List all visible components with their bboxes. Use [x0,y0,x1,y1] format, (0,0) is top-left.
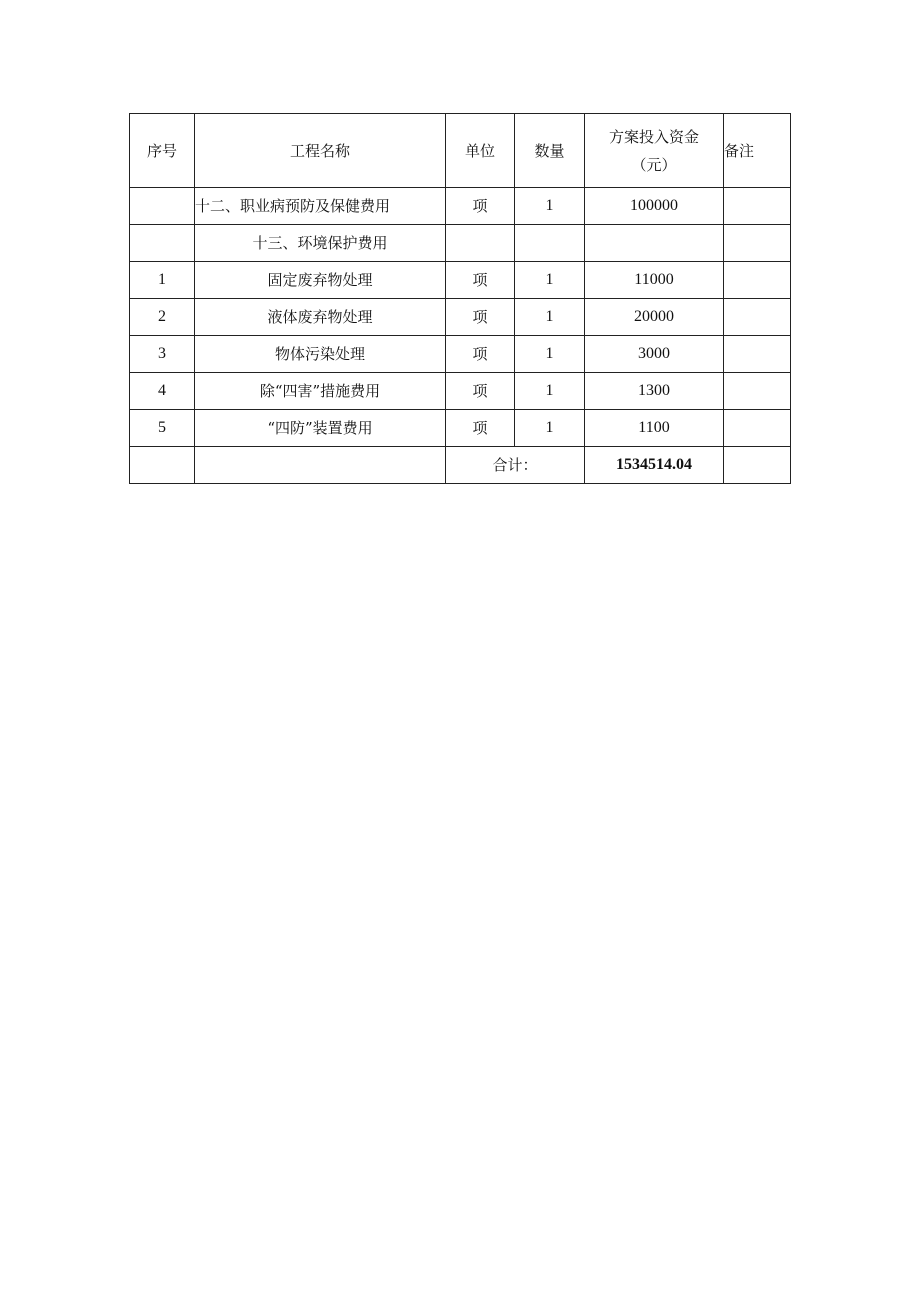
row-qty: 1 [515,336,585,373]
table-row [130,336,791,373]
row-name: 固定废弃物处理 [195,262,446,299]
row-name: “四防”装置费用 [195,410,446,447]
row-fund: 1100 [585,410,724,447]
total-seq-cell [130,447,195,484]
row-name: 物体污染处理 [195,336,446,373]
total-row [130,447,791,484]
header-fund [585,114,724,188]
header-qty: 数量 [515,114,585,188]
header-unit: 单位 [446,114,515,188]
total-label: 合计： [446,447,585,484]
row-seq: 3 [130,336,195,373]
row-seq: 4 [130,373,195,410]
row-unit: 项 [446,410,515,447]
table-row [130,262,791,299]
table-row [130,299,791,336]
row-note [724,410,791,447]
row-note [724,373,791,410]
investment-table [129,113,791,484]
row-seq: 5 [130,410,195,447]
table-row [130,410,791,447]
header-name: 工程名称 [195,114,446,188]
row-seq: 2 [130,299,195,336]
total-note-cell [724,447,791,484]
table-row [130,225,791,262]
header-row [130,114,791,188]
row-qty: 1 [515,262,585,299]
total-value: 1534514.04 [585,447,724,484]
row-unit: 项 [446,299,515,336]
row-qty: 1 [515,299,585,336]
row-fund: 3000 [585,336,724,373]
row-qty: 1 [515,373,585,410]
row-qty [515,225,585,262]
row-name: 十二、职业病预防及保健费用 [195,188,446,225]
row-fund [585,225,724,262]
row-name: 液体废弃物处理 [195,299,446,336]
row-unit: 项 [446,262,515,299]
row-name: 十三、环境保护费用 [195,225,446,262]
row-fund: 20000 [585,299,724,336]
row-note [724,262,791,299]
row-note [724,336,791,373]
row-fund: 11000 [585,262,724,299]
table-row [130,188,791,225]
table-row [130,373,791,410]
row-unit [446,225,515,262]
row-seq: 1 [130,262,195,299]
row-note [724,188,791,225]
row-unit: 项 [446,188,515,225]
row-fund: 100000 [585,188,724,225]
header-fund-line2: （元） [631,155,677,174]
header-note: 备注 [724,114,791,188]
row-note [724,299,791,336]
row-qty: 1 [515,410,585,447]
header-fund-line1: 方案投入资金 [608,127,699,146]
header-seq: 序号 [130,114,195,188]
row-fund: 1300 [585,373,724,410]
row-seq [130,225,195,262]
total-name-cell [195,447,446,484]
row-unit: 项 [446,373,515,410]
row-seq [130,188,195,225]
row-unit: 项 [446,336,515,373]
row-note [724,225,791,262]
row-qty: 1 [515,188,585,225]
row-name: 除“四害”措施费用 [195,373,446,410]
